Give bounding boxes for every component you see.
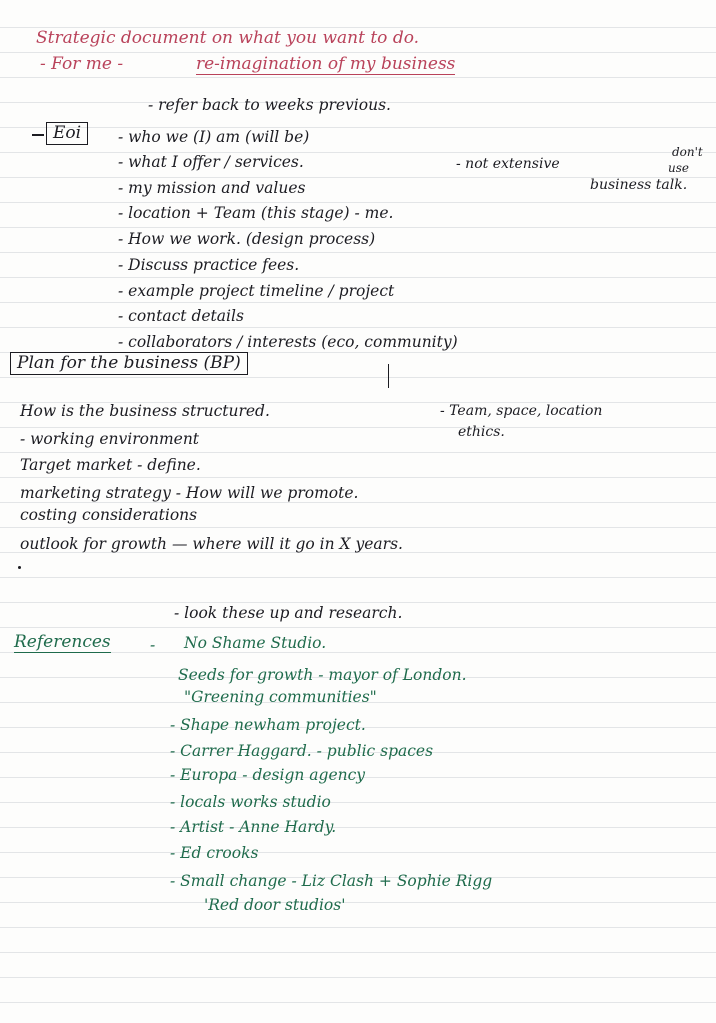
plan-bracket xyxy=(388,364,389,388)
eoi-dash xyxy=(32,134,44,136)
plan-item: marketing strategy - How will we promote. xyxy=(20,484,359,502)
reference-item: - Ed crooks xyxy=(170,844,259,862)
eoi-item: - example project timeline / project xyxy=(118,282,395,300)
plan-label: Plan for the business (BP) xyxy=(10,352,248,375)
plan-item: costing considerations xyxy=(20,506,198,524)
reference-item: "Greening communities" xyxy=(184,688,377,706)
eoi-item: - who we (I) am (will be) xyxy=(118,128,310,146)
reference-item: Seeds for growth - mayor of London. xyxy=(178,666,467,684)
plan-item: - working environment xyxy=(20,430,200,448)
eoi-note-not-extensive: - not extensive xyxy=(456,156,560,172)
eoi-item: - collaborators / interests (eco, community) xyxy=(118,333,458,351)
reference-item: - xyxy=(150,636,156,654)
eoi-item: - location + Team (this stage) - me. xyxy=(118,204,394,222)
eoi-item: - contact details xyxy=(118,307,244,325)
lookup-note: - look these up and research. xyxy=(174,604,403,622)
eoi-item: - How we work. (design process) xyxy=(118,230,376,248)
refer-back-note: - refer back to weeks previous. xyxy=(148,96,391,114)
stray-dot xyxy=(18,566,21,569)
subtitle: re-imagination of my business xyxy=(196,54,456,74)
reference-item: - Small change - Liz Clash + Sophie Rigg xyxy=(170,872,493,890)
eoi-side-note: don't xyxy=(672,145,703,159)
eoi-label: Eoi xyxy=(46,122,88,145)
eoi-item: - Discuss practice fees. xyxy=(118,256,300,274)
plan-item: outlook for growth — where will it go in X years. xyxy=(20,535,403,553)
plan-note: - Team, space, location xyxy=(440,403,603,419)
eoi-item: - my mission and values xyxy=(118,179,306,197)
reference-item: - Shape newham project. xyxy=(170,716,366,734)
reference-item: - Europa - design agency xyxy=(170,766,366,784)
plan-note: ethics. xyxy=(458,424,505,440)
reference-item: - Carrer Haggard. - public spaces xyxy=(170,742,434,760)
subtitle-prefix: - For me - xyxy=(40,54,124,74)
page-title: Strategic document on what you want to do. xyxy=(36,28,420,48)
reference-item: - locals works studio xyxy=(170,793,331,811)
plan-item: How is the business structured. xyxy=(20,402,270,420)
reference-item: No Shame Studio. xyxy=(184,634,327,652)
references-label: References xyxy=(14,632,111,652)
eoi-side-note: use xyxy=(668,161,689,175)
reference-item: - Artist - Anne Hardy. xyxy=(170,818,337,836)
plan-item: Target market - define. xyxy=(20,456,201,474)
reference-item: 'Red door studios' xyxy=(204,896,346,914)
eoi-item: - what I offer / services. xyxy=(118,153,304,171)
eoi-side-note: business talk. xyxy=(590,177,688,193)
